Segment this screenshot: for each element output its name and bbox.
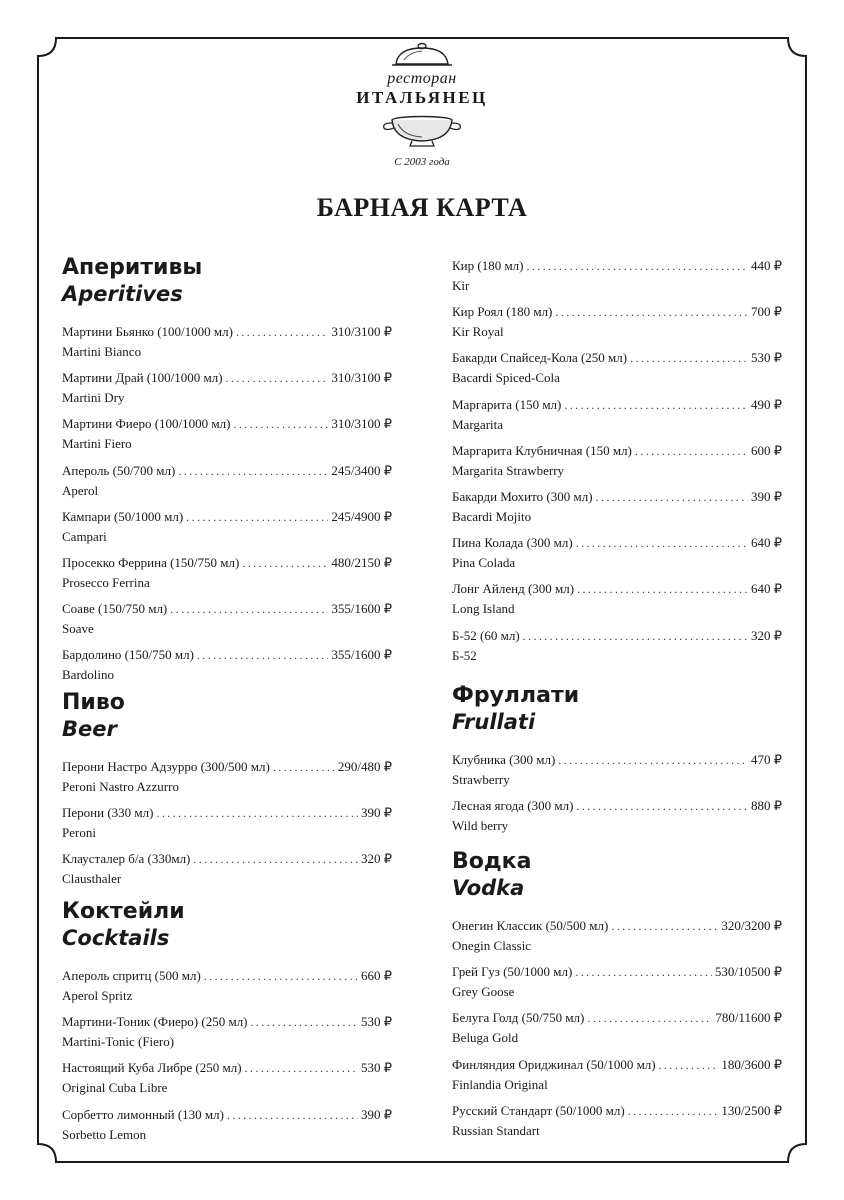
menu-item (62, 1059, 392, 1105)
item-price: 390 ₽ (360, 805, 392, 821)
section-title-en: Cocktails (62, 926, 170, 950)
cloche-icon (390, 42, 454, 68)
item-name-en: Martini Fiero (62, 436, 132, 452)
item-name-en: Bacardi Spiced-Cola (452, 370, 560, 386)
leader-dots (576, 535, 748, 552)
item-name-en: Onegin Classic (452, 938, 532, 953)
section-frullati (452, 683, 782, 843)
item-name-ru: Грей Гуз (50/1000 мл) (452, 964, 573, 980)
item-name-en: Pina Colada (452, 555, 516, 571)
item-name-en: Aperol Spritz (62, 988, 133, 1003)
section-cocktails (62, 899, 392, 1152)
menu-item (62, 554, 392, 600)
item-name-ru: Бакарди Спайсед-Кола (250 мл) (452, 350, 628, 366)
item-price: 700 ₽ (750, 304, 782, 320)
leader-dots (251, 1014, 358, 1031)
item-price: 180/3600 ₽ (721, 1056, 782, 1072)
leader-dots (630, 350, 748, 367)
leader-dots (555, 304, 748, 321)
menu-item (62, 758, 392, 804)
section-title-en: Beer (62, 717, 117, 741)
item-name-ru: Бакарди Мохито (300 мл) (452, 488, 593, 504)
item-name-ru: Апероль спритц (500 мл) (62, 968, 201, 983)
since-year: С 2003 года (394, 156, 450, 168)
item-name-en: Grey Goose (452, 984, 515, 1000)
item-price: 245/3400 ₽ (331, 462, 392, 478)
item-name-ru: Б-52 (60 мл) (452, 627, 520, 643)
menu-item (452, 257, 782, 303)
item-name-ru: Мартини Фиеро (100/1000 мл) (62, 416, 231, 432)
item-price: 390 ₽ (750, 488, 782, 504)
leader-dots (236, 324, 328, 341)
item-name-ru: Лонг Айленд (300 мл) (452, 581, 575, 597)
section-title-ru: Фруллати (452, 683, 580, 708)
menu-item (452, 797, 782, 843)
item-name-en: Soave (62, 621, 94, 637)
leader-dots (628, 1103, 719, 1120)
item-name-en: Martini Dry (62, 390, 125, 406)
item-price: 880 ₽ (750, 798, 782, 814)
item-name-ru: Пина Колада (300 мл) (452, 535, 573, 551)
menu-item (452, 751, 782, 797)
leader-dots (576, 798, 748, 815)
section-title-en: Aperitives (62, 282, 183, 306)
leader-dots (186, 509, 328, 526)
item-price: 440 ₽ (750, 258, 782, 273)
item-name-ru: Кир (180 мл) (452, 258, 524, 273)
item-name-ru: Кир Роял (180 мл) (452, 304, 553, 320)
leader-dots (575, 964, 712, 981)
leader-dots (204, 968, 358, 985)
menu-item (62, 323, 392, 369)
item-price: 780/11600 ₽ (715, 1010, 782, 1026)
menu-item (452, 442, 782, 488)
item-price: 130/2500 ₽ (721, 1102, 782, 1118)
menu-item (452, 963, 782, 1009)
item-price: 290/480 ₽ (337, 759, 392, 774)
item-name-ru: Русский Стандарт (50/1000 мл) (452, 1102, 625, 1118)
leader-dots (233, 416, 328, 433)
item-price: 310/3100 ₽ (331, 416, 392, 432)
item-price: 470 ₽ (750, 752, 782, 767)
item-name-en: Beluga Gold (452, 1030, 519, 1046)
item-name-ru: Настоящий Куба Либре (250 мл) (62, 1060, 242, 1076)
item-name-ru: Соаве (150/750 мл) (62, 601, 168, 617)
menu-item (62, 508, 392, 554)
restaurant-logo (0, 42, 844, 168)
menu-item (452, 917, 782, 963)
section-title-ru: Водка (452, 849, 532, 874)
item-price: 355/1600 ₽ (331, 647, 392, 663)
item-name-ru: Клубника (300 мл) (452, 752, 556, 767)
item-price: 320 ₽ (750, 627, 782, 643)
item-name-ru: Онегин Классик (50/500 мл) (452, 918, 609, 933)
page-title: БАРНАЯ КАРТА (316, 193, 528, 222)
leader-dots (170, 601, 328, 618)
section-title-ru: Аперитивы (62, 255, 203, 280)
item-name-en: Wild berry (452, 818, 509, 834)
item-name-en: Kir (452, 278, 470, 293)
leader-dots (178, 463, 328, 480)
item-name-ru: Кампари (50/1000 мл) (62, 508, 184, 524)
menu-item (62, 804, 392, 850)
item-price: 530 ₽ (750, 350, 782, 366)
item-name-en: Bardolino (62, 667, 114, 683)
section-title-ru: Пиво (62, 690, 125, 715)
item-price: 320/3200 ₽ (721, 918, 782, 933)
leader-dots (245, 1060, 358, 1077)
item-name-en: Peroni Nastro Azzurro (62, 779, 179, 794)
item-name-ru: Лесная ягода (300 мл) (452, 798, 574, 814)
leader-dots (193, 851, 358, 868)
item-name-en: Sorbetto Lemon (62, 1126, 147, 1142)
leader-dots (227, 1107, 358, 1124)
menu-item (452, 1056, 782, 1102)
item-name-ru: Клаусталер б/а (330мл) (62, 851, 191, 867)
item-name-en: Long Island (452, 601, 515, 617)
item-name-en: Prosecco Ferrina (62, 574, 150, 590)
leader-dots (197, 647, 328, 664)
leader-dots (587, 1010, 712, 1027)
menu-item (62, 850, 392, 896)
item-name-en: Peroni (62, 825, 96, 841)
item-name-en: Campari (62, 528, 107, 544)
item-price: 490 ₽ (750, 396, 782, 412)
section-vodka (452, 849, 782, 1148)
item-price: 640 ₽ (750, 581, 782, 597)
leader-dots (564, 397, 748, 414)
leader-dots (226, 370, 329, 387)
item-price: 640 ₽ (750, 535, 782, 551)
item-name-ru: Маргарита (150 мл) (452, 396, 562, 412)
leader-dots (523, 628, 748, 645)
item-price: 355/1600 ₽ (331, 601, 392, 617)
leader-dots (596, 489, 748, 506)
item-name-ru: Мартини-Тоник (Фиеро) (250 мл) (62, 1014, 248, 1030)
menu-item (62, 600, 392, 646)
item-name-en: Strawberry (452, 772, 510, 787)
leader-dots (659, 1057, 719, 1074)
item-price: 530 ₽ (360, 1014, 392, 1030)
item-name-ru: Финляндия Ориджинал (50/1000 мл) (452, 1056, 656, 1072)
menu-item (62, 415, 392, 461)
restaurant-prefix: ресторан (387, 70, 457, 87)
item-name-en: Kir Royal (452, 324, 504, 340)
item-price: 245/4900 ₽ (331, 508, 392, 524)
menu-item (452, 396, 782, 442)
menu-item (62, 967, 392, 1013)
menu-item (62, 1106, 392, 1152)
item-name-ru: Перони Настро Адзурро (300/500 мл) (62, 759, 270, 774)
section-aperitives (62, 255, 392, 693)
item-price: 310/3100 ₽ (331, 324, 392, 339)
item-price: 320 ₽ (360, 851, 392, 867)
restaurant-name: ИТАЛЬЯНЕЦ (356, 88, 488, 107)
menu-item (452, 1009, 782, 1055)
section-cocktails-continued (452, 257, 782, 673)
item-name-ru: Бардолино (150/750 мл) (62, 647, 194, 663)
item-name-en: Clausthaler (62, 871, 122, 887)
item-name-en: Margarita Strawberry (452, 462, 565, 478)
item-price: 660 ₽ (360, 968, 392, 983)
section-title-en: Vodka (452, 876, 525, 900)
leader-dots (635, 443, 748, 460)
item-name-en: Б-52 (452, 647, 477, 663)
menu-item (452, 627, 782, 673)
menu-item (62, 462, 392, 508)
item-name-en: Martini-Tonic (Fiero) (62, 1034, 175, 1050)
section-title-ru: Коктейли (62, 899, 185, 924)
section-title-en: Frullati (452, 710, 536, 734)
item-price: 310/3100 ₽ (331, 370, 392, 386)
leader-dots (156, 805, 358, 822)
leader-dots (273, 759, 335, 776)
item-name-en: Martini Bianco (62, 344, 142, 359)
item-price: 530 ₽ (360, 1060, 392, 1076)
menu-item (62, 646, 392, 692)
menu-item (62, 1013, 392, 1059)
menu-item (452, 349, 782, 395)
item-name-en: Original Cuba Libre (62, 1080, 168, 1096)
menu-item (452, 580, 782, 626)
item-name-en: Russian Standart (452, 1122, 540, 1138)
item-price: 530/10500 ₽ (714, 964, 782, 980)
leader-dots (527, 258, 748, 275)
tureen-icon (380, 114, 464, 148)
leader-dots (558, 752, 748, 769)
item-name-en: Margarita (452, 416, 504, 432)
item-name-ru: Перони (330 мл) (62, 805, 154, 821)
item-price: 390 ₽ (360, 1106, 392, 1122)
item-name-ru: Мартини Драй (100/1000 мл) (62, 370, 223, 386)
item-name-en: Aperol (62, 482, 99, 498)
menu-item (452, 488, 782, 534)
leader-dots (577, 581, 748, 598)
item-name-ru: Просекко Феррина (150/750 мл) (62, 554, 240, 570)
item-name-ru: Белуга Голд (50/750 мл) (452, 1010, 585, 1026)
menu-item (452, 303, 782, 349)
leader-dots (611, 918, 718, 935)
section-beer (62, 690, 392, 897)
item-price: 600 ₽ (750, 442, 782, 458)
item-name-en: Bacardi Mojito (452, 508, 532, 524)
item-price: 480/2150 ₽ (331, 554, 392, 570)
leader-dots (242, 555, 328, 572)
menu-item (452, 534, 782, 580)
menu-item (452, 1102, 782, 1148)
item-name-ru: Мартини Бьянко (100/1000 мл) (62, 324, 233, 339)
item-name-ru: Апероль (50/700 мл) (62, 462, 176, 478)
item-name-ru: Маргарита Клубничная (150 мл) (452, 442, 632, 458)
item-name-en: Finlandia Original (452, 1076, 548, 1092)
menu-item (62, 369, 392, 415)
item-name-ru: Сорбетто лимонный (130 мл) (62, 1106, 224, 1122)
